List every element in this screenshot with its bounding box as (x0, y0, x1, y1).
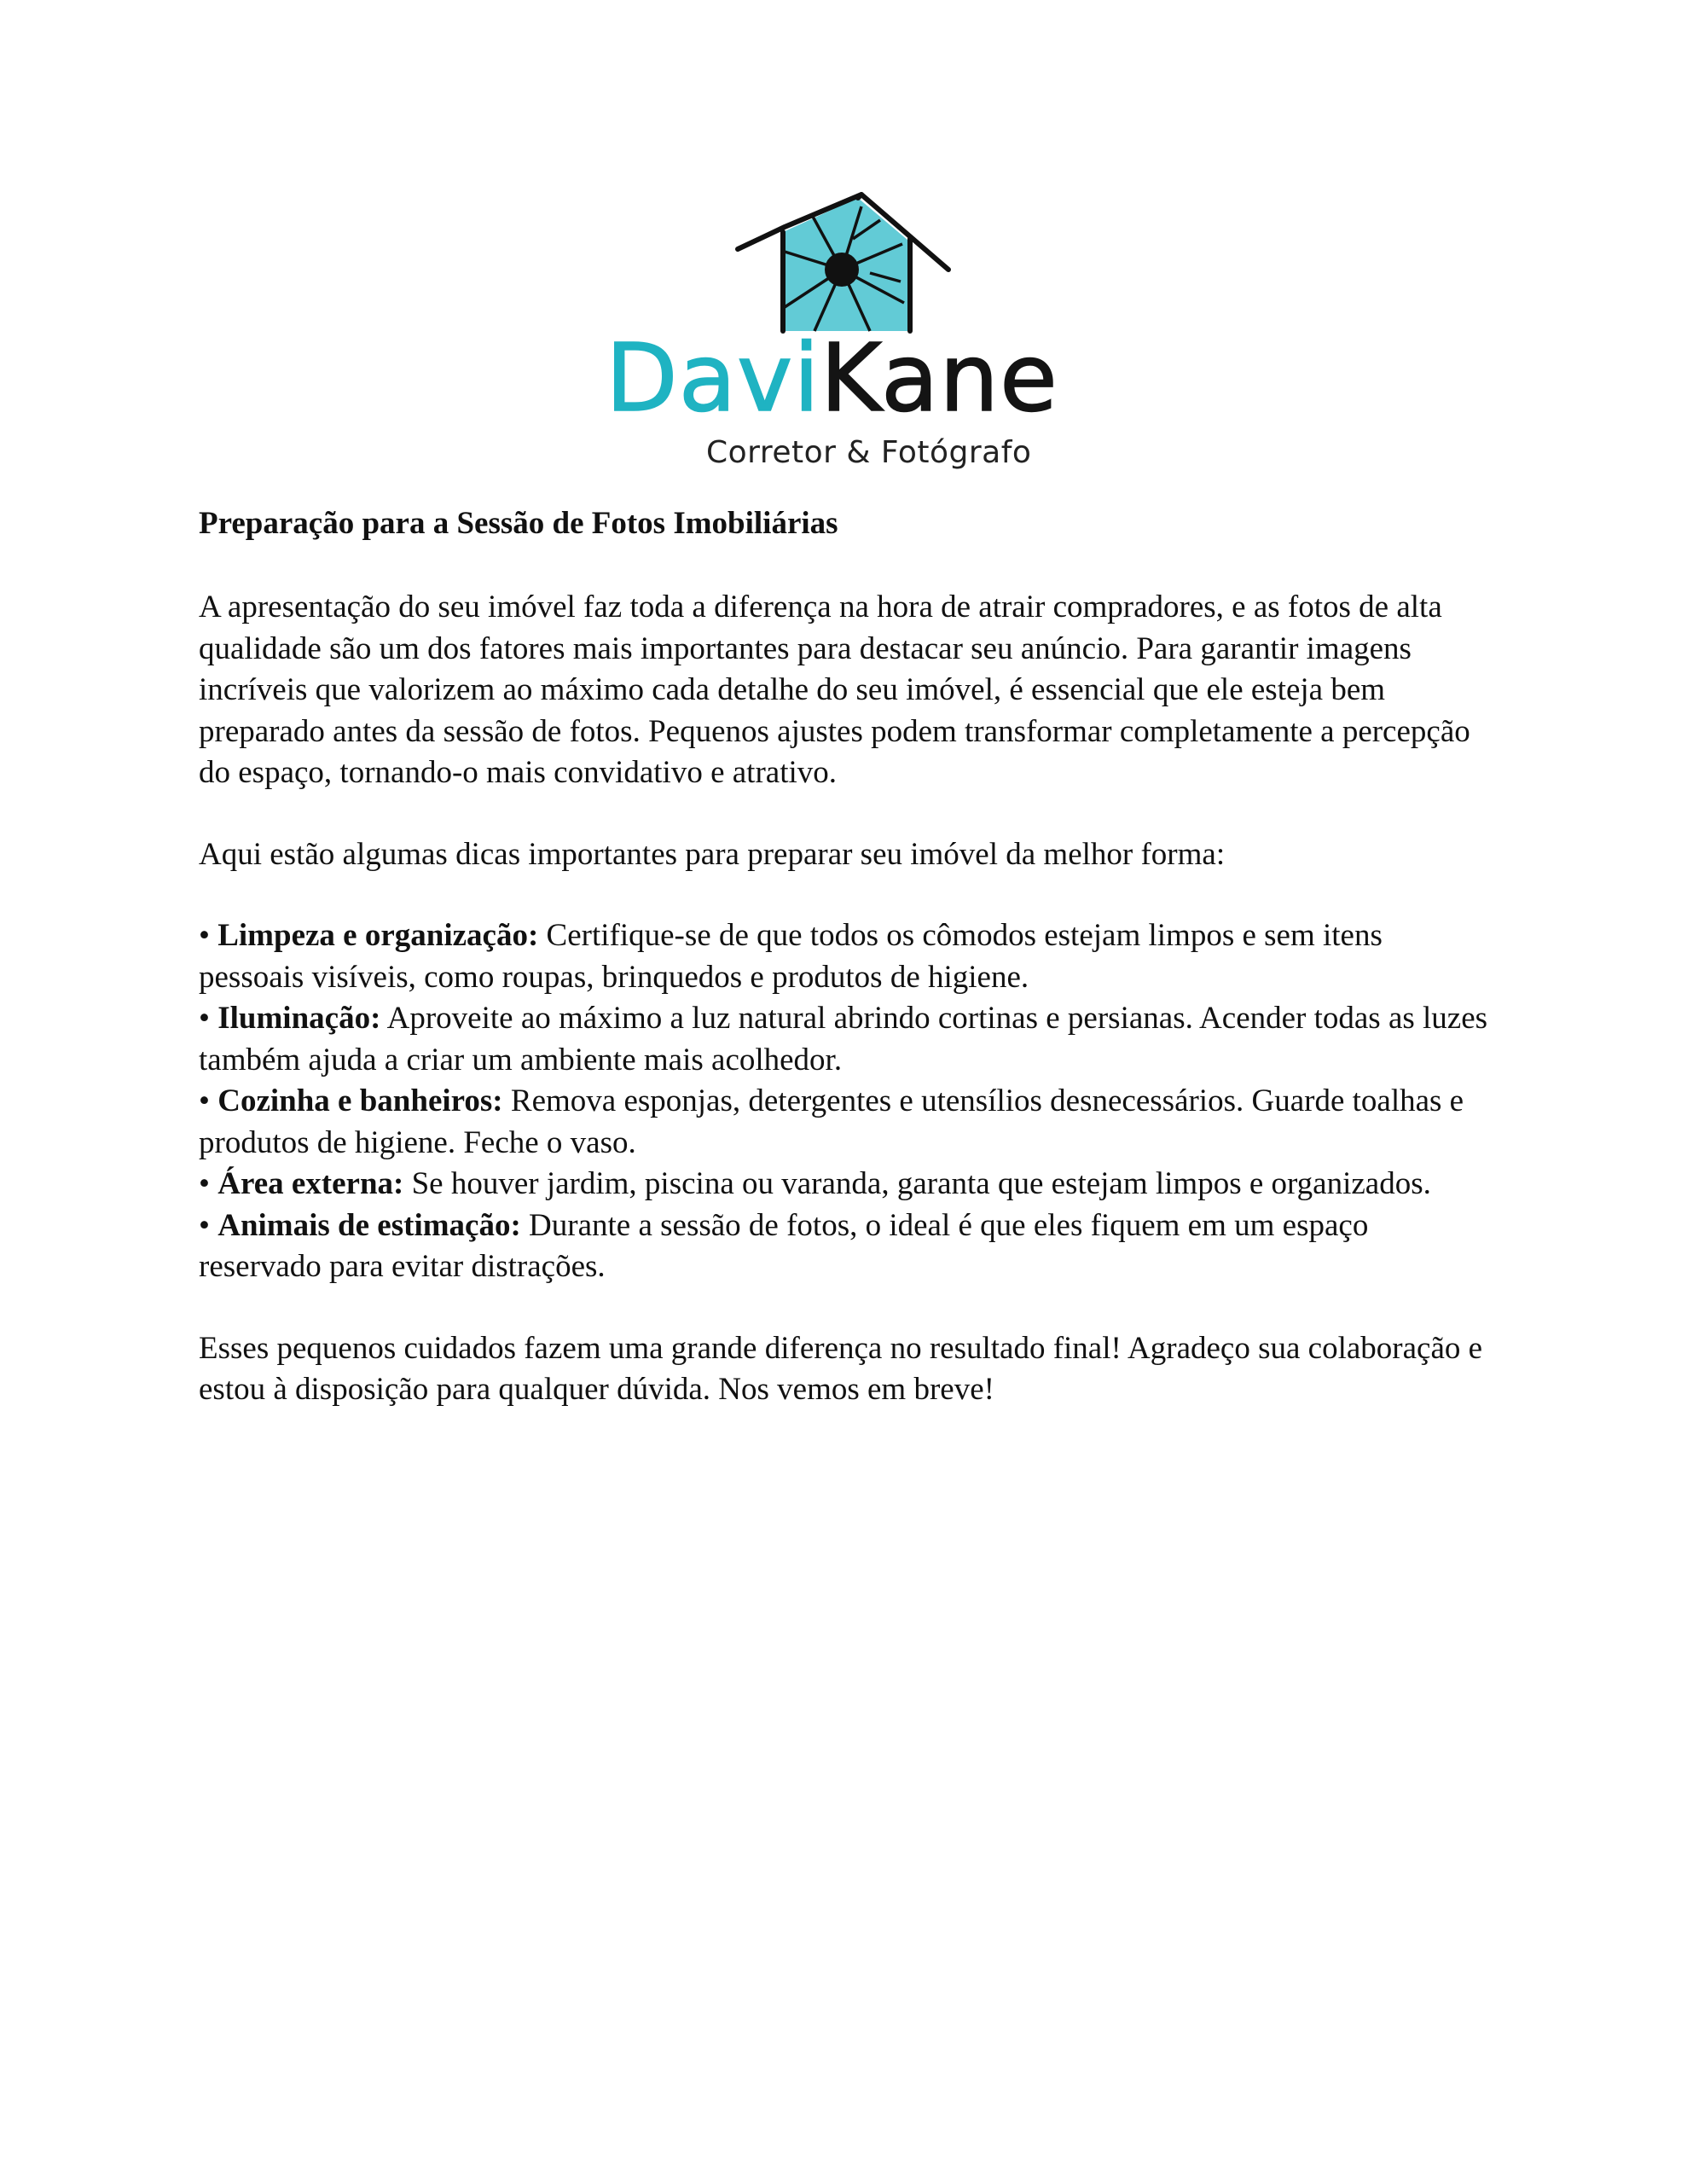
tip-bullet: • (199, 918, 210, 953)
tip-label: Limpeza e organização: (217, 918, 539, 953)
tip-item (199, 1205, 1495, 1288)
tips-list (199, 915, 1495, 1288)
tip-label: Iluminação: (217, 1001, 381, 1036)
intro-paragraph: A apresentação do seu imóvel faz toda a diferença na hora de atrair compradores, e as fotos de alta qualidade são um dos fatores mais importantes para destacar seu anúncio. Para garantir imagens incríveis que valorizem ao máximo cada detalhe do seu imóvel, é essencial que ele esteja bem preparado antes da sessão de fotos. Pequenos ajustes podem transformar completamente a percepção do espaço, tornando-o mais convidativo e atrativo. (199, 590, 1470, 790)
document-body (199, 503, 1495, 1451)
tip-label: Área externa: (217, 1166, 404, 1201)
document-title: Preparação para a Sessão de Fotos Imobiliárias (199, 506, 838, 541)
brand-name (606, 323, 1058, 433)
closing-paragraph: Esses pequenos cuidados fazem uma grande diferença no resultado final! Agradeço sua colaboração e estou à disposição para qualquer dúvida. Nos vemos em breve! (199, 1330, 1483, 1407)
tip-bullet: • (199, 1083, 210, 1118)
house-camera-aperture-icon (733, 188, 955, 337)
tip-item (199, 998, 1495, 1081)
tip-text: Remova esponjas, detergentes e utensílios desnecessários. Guarde toalhas e produtos de higiene. Feche o vaso. (199, 1083, 1464, 1160)
tip-bullet: • (199, 1001, 210, 1036)
tip-bullet: • (199, 1166, 210, 1201)
brand-name-last: Kane (820, 323, 1058, 433)
tip-text: Se houver jardim, piscina ou varanda, garanta que estejam limpos e organizados. (411, 1166, 1431, 1201)
tip-bullet: • (199, 1207, 210, 1243)
tip-label: Cozinha e banheiros: (217, 1083, 503, 1118)
tip-text: Durante a sessão de fotos, o ideal é que eles fiquem em um espaço reservado para evitar distrações. (199, 1207, 1369, 1284)
tip-item (199, 1081, 1495, 1164)
lead-paragraph: Aqui estão algumas dicas importantes para preparar seu imóvel da melhor forma: (199, 836, 1226, 872)
brand-tagline: Corretor & Fotógrafo (706, 435, 1032, 470)
tip-label: Animais de estimação: (217, 1207, 521, 1243)
tip-text: Aproveite ao máximo a luz natural abrindo cortinas e persianas. Acender todas as luzes também ajuda a criar um ambiente mais acolhedor. (199, 1001, 1488, 1077)
tip-item (199, 1164, 1495, 1205)
brand-logo (597, 188, 1092, 469)
tip-item (199, 915, 1495, 998)
tip-text: Certifique-se de que todos os cômodos estejam limpos e sem itens pessoais visíveis, como roupas, brinquedos e produtos de higiene. (199, 918, 1383, 995)
brand-name-first: Davi (606, 323, 820, 433)
